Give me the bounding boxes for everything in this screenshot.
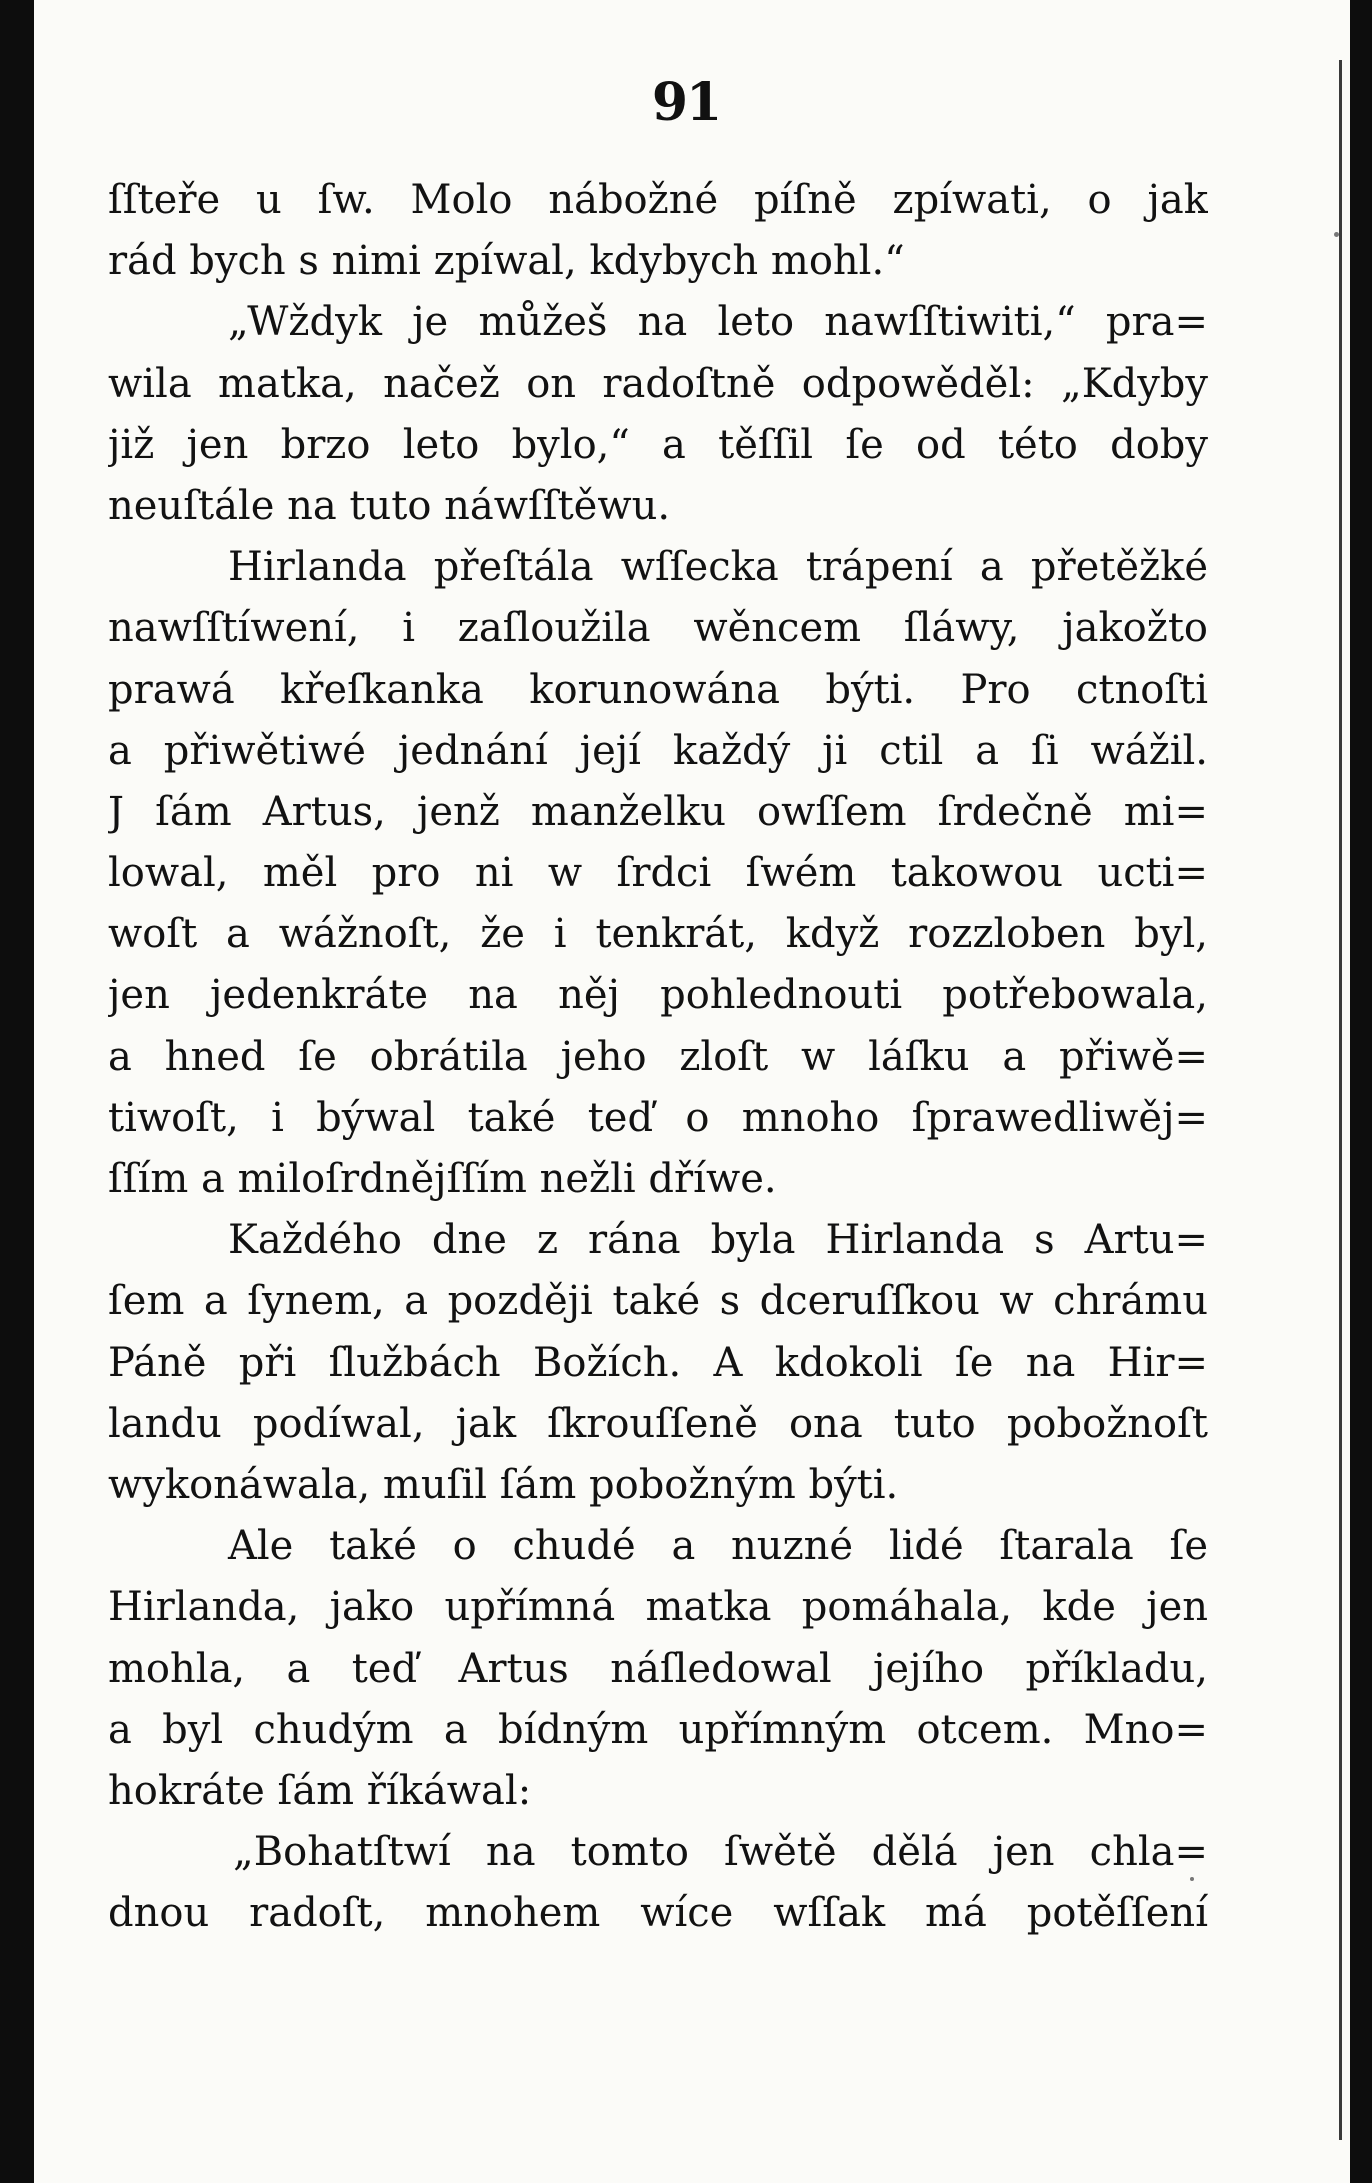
text-line: dnou radoſt, mnohem wíce wſſak má potěſſení [108, 1890, 1208, 1937]
text-line: „Bohatſtwí na tomto ſwětě dělá jen chla= [233, 1829, 1208, 1876]
text-line: ſſteře u ſw. Molo nábožné píſně zpíwati, o jak [108, 177, 1208, 223]
text-line: a byl chudým a bídným upřímným otcem. Mno= [108, 1706, 1208, 1753]
text-line: ſem a ſynem, a později také s dceruſſkou w chrámu [108, 1278, 1208, 1325]
text-line: rád bych s nimi zpíwal, kdybych mohl.“ [108, 238, 905, 285]
text-line: mohla, a teď Artus náſledowal jejího příkladu, [108, 1645, 1208, 1692]
binding-edge-right [1350, 0, 1372, 2183]
text-line: ſſím a miloſrdnějſſím nežli dříwe. [108, 1156, 777, 1202]
text-line: tiwoſt, i býwal také teď o mnoho ſprawedliwěj= [108, 1094, 1208, 1141]
text-line: neuſtále na tuto náwſſtěwu. [108, 482, 671, 529]
text-line: J ſám Artus, jenž manželku owſſem ſrdečně mi= [108, 788, 1208, 835]
text-line: woſt a wážnoſt, že i tenkrát, když rozzloben byl, [108, 911, 1208, 958]
binding-edge-left [0, 0, 34, 2183]
text-line: jen jedenkráte na něj pohlednouti potřebowala, [108, 972, 1208, 1019]
text-line: wykonáwala, muſil ſám pobožným býti. [108, 1461, 899, 1508]
text-line: lowal, měl pro ni w ſrdci ſwém takowou ucti= [108, 850, 1208, 897]
page-edge-line [1339, 60, 1342, 2140]
text-line: landu podíwal, jak ſkrouſſeně ona tuto pobožnoſt [108, 1400, 1208, 1447]
text-line: a hned ſe obrátila jeho zloſt w láſku a přiwě= [108, 1033, 1208, 1080]
text-line: a přiwětiwé jednání její každý ji ctil a ſi wážil. [108, 727, 1208, 774]
text-line: Páně při ſlužbách Božích. A kdokoli ſe na Hir= [108, 1339, 1208, 1386]
page-number: 91 [651, 72, 721, 133]
scan-speck [1190, 1877, 1194, 1881]
text-line: Ale také o chudé a nuzné lidé ſtarala ſe [228, 1523, 1208, 1570]
text-line: Každého dne z rána byla Hirlanda s Artu= [228, 1217, 1208, 1264]
body-text [108, 170, 1208, 1944]
text-line: Hirlanda, jako upřímná matka pomáhala, kde jen [108, 1584, 1208, 1631]
text-line: Hirlanda přeſtála wſſecka trápení a přetěžké [228, 544, 1208, 591]
text-line: „Wždyk je můžeš na leto nawſſtiwiti,“ pra= [228, 299, 1208, 346]
text-line: wila matka, načež on radoſtně odpowěděl: „Kdyby [108, 360, 1208, 407]
scan-speck [1334, 232, 1339, 237]
text-line: prawá křeſkanka korunowána býti. Pro ctnoſti [108, 666, 1208, 713]
text-line: již jen brzo leto bylo,“ a těſſil ſe od této doby [108, 421, 1208, 468]
text-line: hokráte ſám říkáwal: [108, 1767, 532, 1814]
text-line: nawſſtíwení, i zaſloužila wěncem ſláwy, jakožto [108, 605, 1208, 652]
